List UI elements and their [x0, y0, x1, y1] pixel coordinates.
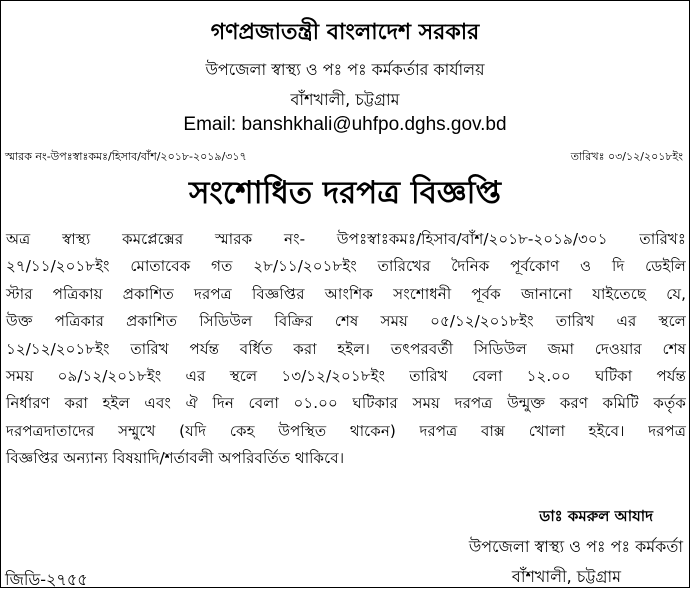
body-line: স্টার পত্রিকায় প্রকাশিত দরপত্র বিজ্ঞপ্তির আংশিক সংশোধনী পূর্বক জানানো যাইতেছে যে, [6, 284, 686, 303]
signatory-name: ডাঃ কমরুল আযাদ [539, 507, 653, 525]
body-line: ২৭/১১/২০১৮ইং মোতাবেক গত ২৮/১১/২০১৮ইং তারিখের দৈনিক পূর্বকোণ ও দি ডেইলি [6, 257, 686, 276]
signatory-location: বাঁশখালী, চট্টগ্রাম [511, 567, 621, 586]
memo-date: তারিখঃ ০৩/১২/২০১৮ইং [570, 150, 683, 163]
memo-number: স্মারক নং-উপঃস্বাঃকমঃ/হিসাব/বাঁশ/২০১৮-২০১৯/৩১৭ [5, 150, 247, 163]
body-line: সময় ০৯/১২/২০১৮ইং এর স্থলে ১৩/১২/২০১৮ইং তারিখ বেলা ১২.০০ ঘটিকা পর্যন্ত [6, 367, 686, 386]
body-line: দরপত্রদাতাদের সম্মুখে (যদি কেহ উপস্থিত থাকেন) দরপত্র বাক্স খোলা হইবে। দরপত্র [6, 421, 686, 440]
office-email: Email: banshkhali@uhfpo.dghs.gov.bd [183, 114, 507, 135]
body-line: নির্ধারণ করা হইল এবং ঐ দিন বেলা ০১.০০ ঘটিকার সময় দরপত্র উন্মুক্ত করণ কমিটি কর্তৃক [6, 394, 686, 413]
body-line: ১২/১২/২০১৮ইং তারিখ পর্যন্ত বর্ধিত করা হইল। তৎপরবর্তী সিডিউল জমা দেওয়ার শেষ [6, 339, 686, 358]
office-name: উপজেলা স্বাস্থ্য ও পঃ পঃ কর্মকর্তার কার্যালয় [205, 60, 485, 79]
memo-row [5, 148, 683, 167]
office-location: বাঁশখালী, চট্টগ্রাম [290, 90, 400, 109]
notice-title: সংশোধিত দরপত্র বিজ্ঞপ্তি [189, 175, 501, 211]
notice-body [6, 226, 686, 473]
government-heading: গণপ্রজাতন্ত্রী বাংলাদেশ সরকার [210, 20, 480, 45]
body-line: অত্র স্বাস্থ্য কমপ্লেক্সের স্মারক নং- উপঃস্বাঃকমঃ/হিসাব/বাঁশ/২০১৮-২০১৯/৩০১ তারিখঃ [6, 230, 686, 248]
body-line: বিজ্ঞপ্তির অন্যান্য বিষয়াদি/শর্তাবলী অপরিবর্তিত থাকিবে। [6, 449, 345, 468]
gd-number: জিডি-২৭৫৫ [5, 570, 88, 589]
body-line: উক্ত পত্রিকার প্রকাশিত সিডিউল বিক্রির শেষ সময় ০৫/১২/২০১৮ইং তারিখ এর স্থলে [6, 312, 686, 331]
signatory-designation: উপজেলা স্বাস্থ্য ও পঃ পঃ কর্মকর্তা [468, 537, 683, 556]
